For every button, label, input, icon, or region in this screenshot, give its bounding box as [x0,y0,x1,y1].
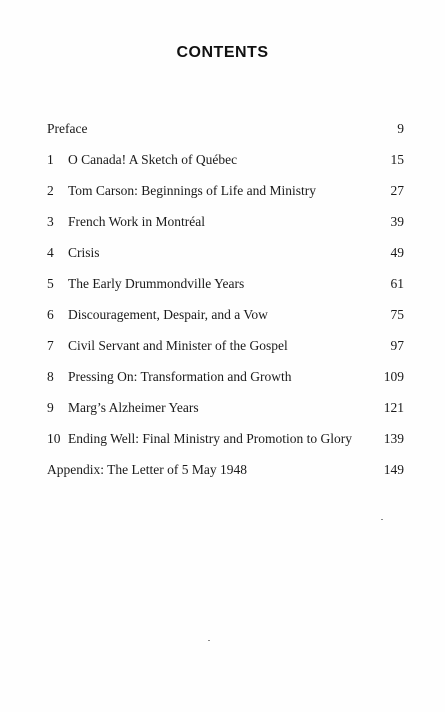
toc-entry-chapter-7 [47,335,404,366]
toc-entry-number: 10 [47,431,61,446]
toc-entry-chapter-6 [47,304,404,335]
toc-entry-title: Crisis [68,245,100,260]
paper-speck [208,640,210,641]
toc-entry-chapter-5 [47,273,404,304]
toc-entry-chapter-3 [47,211,404,242]
toc-entry-page: 121 [383,400,404,415]
toc-entry-title: Discouragement, Despair, and a Vow [68,307,268,322]
toc-entry-number: 7 [47,338,54,353]
toc-entry-number: 5 [47,276,54,291]
table-of-contents [47,118,404,490]
toc-entry-title: Pressing On: Transformation and Growth [68,369,292,384]
toc-entry-chapter-4 [47,242,404,273]
toc-entry-number: 6 [47,307,54,322]
toc-entry-page: 149 [383,462,404,477]
toc-entry-title: Preface [47,121,88,136]
toc-entry-page: 27 [390,183,404,198]
toc-entry-title: French Work in Montréal [68,214,206,229]
toc-entry-title: Tom Carson: Beginnings of Life and Ministry [68,183,317,198]
toc-entry-page: 97 [390,338,404,353]
toc-entry-number: 2 [47,183,54,198]
toc-entry-title: The Early Drummondville Years [68,276,245,291]
toc-entry-chapter-2 [47,180,404,211]
toc-entry-title: Ending Well: Final Ministry and Promotion to Glory [68,431,353,446]
toc-entry-title: Marg’s Alzheimer Years [68,400,199,415]
toc-entry-page: 9 [397,121,404,136]
toc-entry-title: Civil Servant and Minister of the Gospel [68,338,288,353]
toc-entry-page: 49 [390,245,404,260]
toc-entry-page: 75 [390,307,404,322]
toc-entry-page: 109 [383,369,404,384]
toc-entry-number: 9 [47,400,54,415]
toc-entry-number: 3 [47,214,54,229]
toc-entry-chapter-9 [47,397,404,428]
toc-entry-number: 8 [47,369,54,384]
toc-entry-appendix [47,459,404,490]
paper-speck [381,519,383,520]
toc-entry-chapter-8 [47,366,404,397]
toc-entry-chapter-10 [47,428,404,459]
toc-entry-number: 1 [47,152,54,167]
toc-entry-title: Appendix: The Letter of 5 May 1948 [47,462,247,477]
toc-entry-title: O Canada! A Sketch of Québec [68,152,238,167]
toc-entry-page: 61 [390,276,404,291]
toc-entry-preface [47,118,404,149]
toc-entry-page: 139 [383,431,404,446]
toc-entry-page: 39 [390,214,404,229]
toc-entry-number: 4 [47,245,54,260]
toc-entry-page: 15 [390,152,404,167]
contents-heading: CONTENTS [176,44,269,61]
toc-entry-chapter-1 [47,149,404,180]
